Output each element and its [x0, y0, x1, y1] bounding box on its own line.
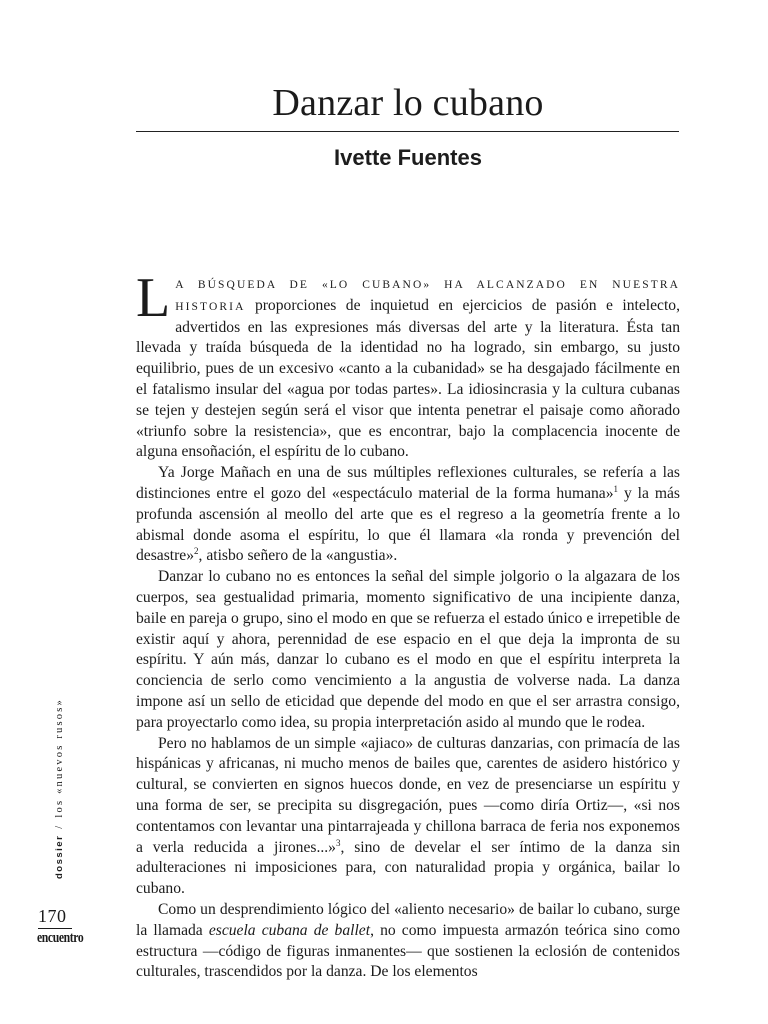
- series-name: los «nuevos rusos»: [54, 698, 65, 818]
- article-body: [136, 267, 681, 983]
- paragraph-5: [136, 900, 680, 983]
- paragraph-3: Danzar lo cubano no es entonces la señal del simple jolgorio o la algazara de los cuerpos, sea gestualidad primaria, momento significativo de una incipiente danza, baile en pareja o grupo, sino el modo en que se refuerza el estado único e irrepetible de existir aquí y ahora, perennidad de ese espacio en el que deja la impronta de su espíritu. Y aún más, danzar lo cubano es el modo en que el espíritu interpreta la conciencia de serlo como vencimiento a la angustia de volverse nada. La danza impone así un sello de eticidad que depende del modo en que el ser arrastra consigo, para proyectarlo como idea, su propia interpretación asido al mundo que le rodea.: [136, 568, 680, 731]
- paragraph-2-text-c: , atisbo señero de la «angustia».: [198, 547, 398, 565]
- title-rule: [136, 131, 679, 132]
- paragraph-4: [136, 734, 680, 900]
- section-name: dossier: [54, 834, 65, 879]
- paragraph-2-text-b: y la más profunda ascensión al meollo del arte que es el regreso a la geometría frente a lo abismal donde asoma el espíritu, lo que él llamara «la ronda y prevención del desastre»: [136, 484, 680, 565]
- paragraph-5-emphasis: escuela cubana de ballet: [208, 921, 371, 939]
- paragraph-1: [136, 267, 680, 463]
- paragraph-2-text-a: Ya Jorge Mañach en una de sus múltiples reflexiones culturales, se refería a las distinciones entre el gozo del «espectáculo material de la forma humana»: [136, 464, 680, 502]
- page-number: 170: [38, 906, 67, 926]
- page-number-rule: [38, 928, 72, 929]
- paragraph-5-text-a: Como un desprendimiento lógico del «aliento necesario» de bailar lo cubano, surge la llamada: [136, 900, 680, 939]
- magazine-logo: encuentro: [37, 930, 84, 946]
- footnote-ref-3: 3: [335, 837, 341, 848]
- section-slash: /: [54, 823, 65, 829]
- footnote-ref-1: 1: [613, 483, 619, 494]
- paragraph-1-text: proporciones de inquietud en ejercicios de pasión e intelecto, advertidos en las expresiones más diversas del arte y la literatura. Ésta tan llevada y traída búsqueda de la identidad no ha logrado, sin embargo, su justo equilibrio, pues de un excesivo «canto a la cubanidad» se ha desgajado fácilmente en el fatalismo insular del «agua por todas partes». La idiosincrasia y la cultura cubanas se tejen y destejen según será el visor que intenta penetrar el paisaje como añorado «triunfo sobre la resistencia», que es encontrar, bajo la complacencia inocente de alguna ensoñación, el espíritu de lo cubano.: [136, 296, 680, 461]
- drop-cap: L: [136, 267, 171, 329]
- paragraph-4-text-a: Pero no hablamos de un simple «ajiaco» de culturas danzarias, con primacía de las hispánicas y africanas, ni mucho menos de bailes que, carentes de asidero histórico y cultural, se convierten en signos huecos donde, en vez de presenciarse un espíritu y una forma de ser, se precipita su disgregación, pues —como diría Ortiz—, «si nos contentamos con levantar una pintarrajeada y chillona barraca de feria nos exponemos a verla reducida a jirones...»: [136, 734, 680, 856]
- paragraph-4-text-b: , sino de develar el ser íntimo de la danza sin adulteraciones ni imposiciones para, con naturalidad propia y orgánica, bailar lo cubano.: [136, 838, 680, 898]
- section-label: [54, 698, 65, 879]
- article-author: Ivette Fuentes: [334, 145, 482, 170]
- article-title: Danzar lo cubano: [272, 82, 544, 124]
- opening-smallcaps: A BÚSQUEDA DE «LO CUBANO» HA ALCANZADO EN NUESTRA HISTORIA: [175, 279, 680, 313]
- paragraph-2: [136, 463, 680, 567]
- paragraph-5-text-b: , no como impuesta armazón teórica sino como estructura —código de figuras inmanentes— que sostienen la eclosión de contenidos culturales, trascendidos por la danza. De los elementos: [136, 921, 681, 981]
- footnote-ref-2: 2: [194, 546, 199, 557]
